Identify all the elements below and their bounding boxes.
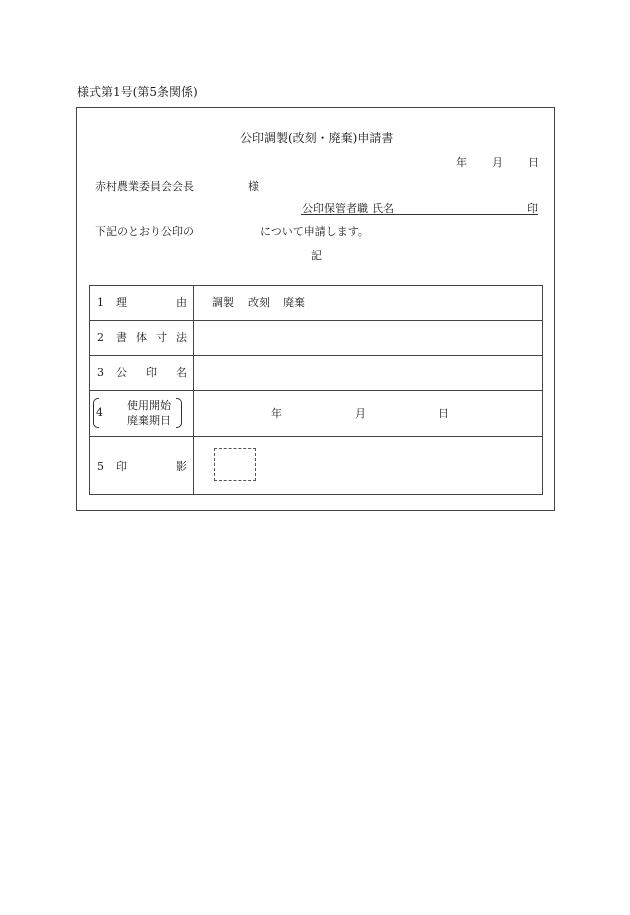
row4-number: 4 — [96, 406, 103, 419]
row3-label-char: 公 — [116, 366, 127, 379]
addressee: 赤村農業委員会会長 — [95, 180, 194, 193]
table-row-divider — [89, 390, 543, 391]
row3-label-char: 名 — [176, 366, 187, 379]
body-text-suffix: について申請します。 — [260, 225, 369, 238]
row3-number: 3 — [97, 366, 104, 379]
body-text-prefix: 下記のとおり公印の — [95, 225, 194, 238]
row2-label-char: 法 — [176, 331, 187, 344]
applicant-name-label: 氏名 — [372, 202, 394, 215]
applicant-underline — [301, 214, 538, 215]
row5-label-char: 印 — [116, 460, 127, 473]
row5-number: 5 — [97, 460, 104, 473]
table-row-divider — [89, 436, 543, 437]
option-chosei: 調製 — [212, 296, 234, 309]
row5-label-char: 影 — [176, 460, 187, 473]
applicant-position-label: 公印保管者職 — [302, 202, 368, 215]
ki-label: 記 — [311, 249, 322, 262]
form-number-label: 様式第1号(第5条関係) — [77, 85, 198, 99]
table-row-divider — [89, 355, 543, 356]
row4-year-label: 年 — [271, 407, 282, 420]
date-month-label: 月 — [492, 156, 503, 169]
row4-day-label: 日 — [438, 407, 449, 420]
row4-month-label: 月 — [355, 407, 366, 420]
document-title: 公印調製(改刻・廃棄)申請書 — [240, 131, 394, 145]
row4-label-end: 廃棄期日 — [127, 414, 171, 427]
row2-label-char: 寸 — [156, 331, 167, 344]
table-row-divider — [89, 320, 543, 321]
right-bracket — [176, 398, 182, 428]
date-year-label: 年 — [456, 156, 467, 169]
row1-label-char: 理 — [116, 296, 127, 309]
row2-number: 2 — [97, 331, 104, 344]
row1-number: 1 — [97, 296, 104, 309]
row1-label-char: 由 — [176, 296, 187, 309]
option-haiki: 廃棄 — [283, 296, 305, 309]
row2-label-char: 書 — [116, 331, 127, 344]
honorific: 様 — [248, 180, 259, 193]
table-column-divider — [193, 285, 194, 495]
date-day-label: 日 — [528, 156, 539, 169]
seal-impression-box — [214, 448, 256, 481]
applicant-seal-mark: 印 — [527, 202, 538, 215]
row2-label-char: 体 — [136, 331, 147, 344]
row3-label-char: 印 — [146, 366, 157, 379]
option-kaikoku: 改刻 — [248, 296, 270, 309]
row4-label-start: 使用開始 — [127, 399, 171, 412]
